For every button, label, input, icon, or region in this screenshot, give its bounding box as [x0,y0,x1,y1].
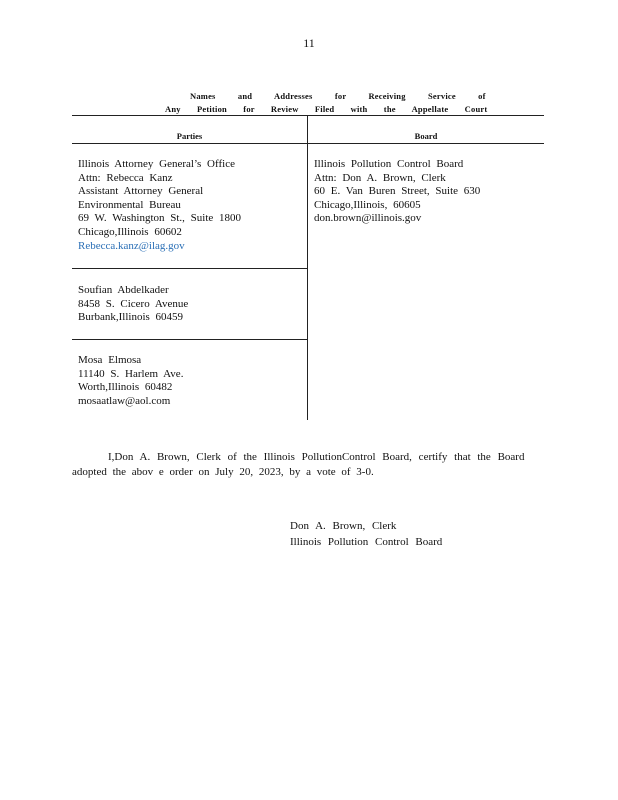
board-line: don.brown@illinois.gov [314,212,422,225]
party-row-divider [72,268,307,269]
party-line: 69 W. Washington St., Suite 1800 [78,212,242,225]
parties-column-header: Parties [176,131,203,141]
page-number: 11 [303,36,315,50]
board-entry [314,158,480,226]
party-email-link[interactable]: Rebecca.kanz@ilag.gov [78,239,185,252]
board-line: 60 E. Van Buren Street, Suite 630 [314,185,481,198]
party-line: Assistant Attorney General [78,185,204,198]
board-column-header: Board [414,131,438,141]
party-line: Chicago,Illinois 60602 [78,225,182,238]
board-line: Chicago,Illinois, 60605 [314,198,421,211]
table-column-divider [307,115,308,420]
party-line: Mosa Elmosa [78,354,142,366]
table-top-rule [72,115,544,116]
party-entry-abdelkader [78,284,188,325]
party-line: Attn: Rebecca Kanz [78,171,173,184]
party-line: Worth,Illinois 60482 [78,381,173,394]
party-line: Environmental Bureau [78,198,181,211]
certification-line-1: I,Don A. Brown, Clerk of the Illinois PollutionControl Board, certify that the Board [108,451,525,463]
party-row-divider [72,339,307,340]
board-line: Illinois Pollution Control Board [314,158,464,170]
party-entry-elmosa [78,354,183,408]
service-header-line-1: Names and Addresses for Receiving Service of [190,91,486,101]
signature-name: Don A. Brown, Clerk [290,520,397,532]
board-line: Attn: Don A. Brown, Clerk [314,171,446,184]
party-line: Illinois Attorney General’s Office [78,158,235,170]
party-line: 8458 S. Cicero Avenue [78,297,189,310]
signature-title: Illinois Pollution Control Board [290,536,443,548]
party-entry-attorney-general [78,158,241,253]
table-header-rule [72,143,544,144]
party-line: Soufian Abdelkader [78,284,169,296]
certification-line-2: adopted the abov e order on July 20, 2023, by a vote of 3-0. [72,466,374,478]
service-header-line-2: Any Petition for Review Filed with the Appellate Court [165,104,488,114]
party-line: mosaatlaw@aol.com [78,394,171,407]
party-line: 11140 S. Harlem Ave. [78,367,184,380]
party-line: Burbank,Illinois 60459 [78,311,184,324]
